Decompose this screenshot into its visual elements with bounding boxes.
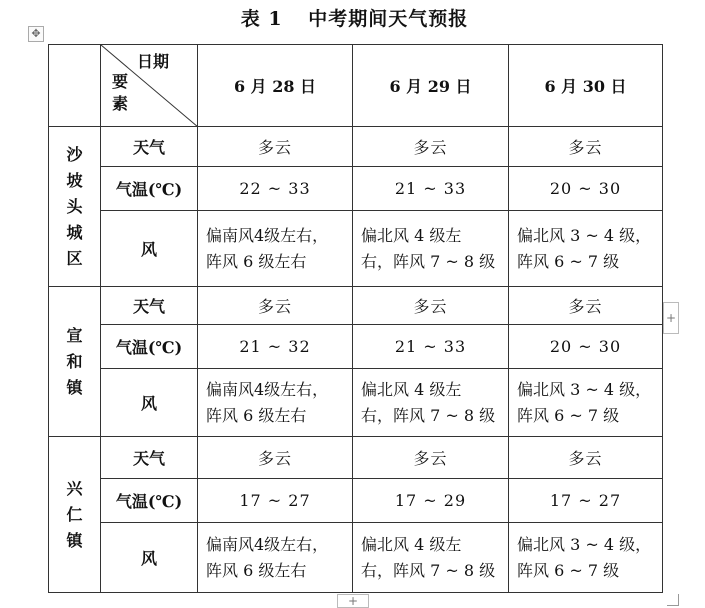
temperature-cell: 17 ~ 29 [353,479,509,523]
wind-cell: 偏北风 4 级左 右，阵风 7 ~ 8 级 [353,211,509,287]
wind-cell: 偏北风 3 ~ 4 级， 阵风 6 ~ 7 级 [509,211,663,287]
element-label: 要 素 [111,72,128,113]
header-empty-cell [49,45,101,127]
temperature-cell: 22 ~ 33 [198,167,353,211]
element-label-cell: 气温(℃) [101,325,198,369]
table-row [49,325,663,369]
temperature-cell: 21 ~ 33 [353,325,509,369]
add-row-button[interactable]: + [337,594,369,608]
table-row [49,479,663,523]
date-header: 6 月 30 日 [509,45,663,127]
table-row [49,211,663,287]
weather-table [48,44,663,593]
element-label-cell: 风 [101,369,198,437]
element-label-cell: 天气 [101,437,198,479]
weather-cell: 多云 [198,127,353,167]
wind-cell: 偏北风 4 级左 右，阵风 7 ~ 8 级 [353,369,509,437]
region-name: 兴 仁 镇 [49,437,101,593]
element-label-cell: 天气 [101,127,198,167]
weather-cell: 多云 [198,287,353,325]
table-caption [0,4,705,31]
date-header: 6 月 28 日 [198,45,353,127]
wind-cell: 偏南风4级左右， 阵风 6 级左右 [198,523,353,593]
temperature-cell: 20 ~ 30 [509,325,663,369]
date-label: 日期 [136,52,169,71]
table-row [49,523,663,593]
region-name: 沙 坡 头 城 区 [49,127,101,287]
add-column-button[interactable]: + [663,302,679,334]
temperature-cell: 17 ~ 27 [198,479,353,523]
table-number: 表 1 [240,8,283,30]
weather-cell: 多云 [353,127,509,167]
weather-cell: 多云 [353,287,509,325]
temperature-cell: 21 ~ 32 [198,325,353,369]
element-label-cell: 风 [101,211,198,287]
temperature-cell: 21 ~ 33 [353,167,509,211]
table-row [49,369,663,437]
wind-cell: 偏北风 4 级左 右，阵风 7 ~ 8 级 [353,523,509,593]
wind-cell: 偏北风 3 ~ 4 级， 阵风 6 ~ 7 级 [509,523,663,593]
weather-cell: 多云 [509,127,663,167]
element-label-cell: 天气 [101,287,198,325]
region-name: 宣 和 镇 [49,287,101,437]
weather-cell: 多云 [198,437,353,479]
table-row [49,167,663,211]
temperature-cell: 17 ~ 27 [509,479,663,523]
weather-cell: 多云 [509,437,663,479]
move-icon[interactable]: ✥ [28,26,44,42]
temperature-cell: 20 ~ 30 [509,167,663,211]
element-label-cell: 气温(℃) [101,167,198,211]
date-header: 6 月 29 日 [353,45,509,127]
diagonal-header-cell [101,45,198,127]
table-row [49,437,663,479]
header-row [49,45,663,127]
element-label-cell: 气温(℃) [101,479,198,523]
wind-cell: 偏南风4级左右， 阵风 6 级左右 [198,211,353,287]
table-row [49,127,663,167]
weather-cell: 多云 [353,437,509,479]
wind-cell: 偏北风 3 ~ 4 级， 阵风 6 ~ 7 级 [509,369,663,437]
weather-cell: 多云 [509,287,663,325]
table-title: 中考期间天气预报 [308,8,469,30]
table-row [49,287,663,325]
wind-cell: 偏南风4级左右， 阵风 6 级左右 [198,369,353,437]
element-label-cell: 风 [101,523,198,593]
resize-handle[interactable] [667,594,679,606]
